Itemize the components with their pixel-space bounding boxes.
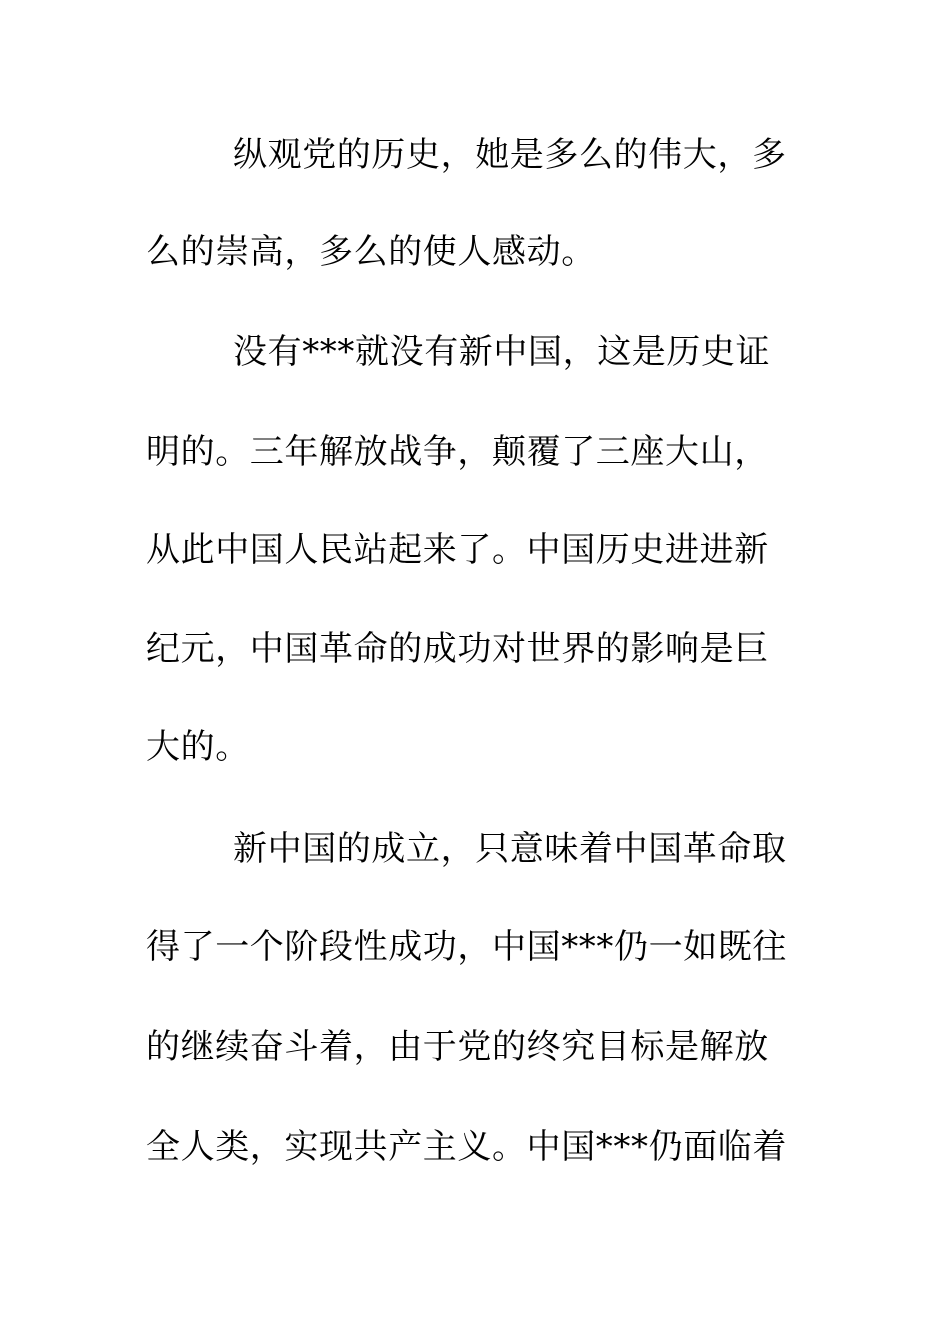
paragraph-2-line-5: 大的。 [146,727,250,767]
paragraph-2-line-4: 纪元，中国革命的成功对世界的影响是巨 [146,629,769,669]
paragraph-2-line-3: 从此中国人民站起来了。中国历史进进新 [146,530,769,570]
paragraph-2-line-1: 没有***就没有新中国，这是历史证 [233,332,771,372]
paragraph-3-line-4: 全人类，实现共产主义。中国***仍面临着 [146,1127,787,1167]
paragraph-3-line-2: 得了一个阶段性成功，中国***仍一如既往 [146,927,787,967]
paragraph-3-line-1: 新中国的成立，只意味着中国革命取 [233,829,787,869]
paragraph-1-line-2: 么的崇高，多么的使人感动。 [146,232,596,272]
paragraph-2-line-2: 明的。三年解放战争，颠覆了三座大山， [146,432,769,472]
paragraph-1-line-1: 纵观党的历史，她是多么的伟大，多 [233,135,787,175]
paragraph-3-line-3: 的继续奋斗着，由于党的终究目标是解放 [146,1027,769,1067]
